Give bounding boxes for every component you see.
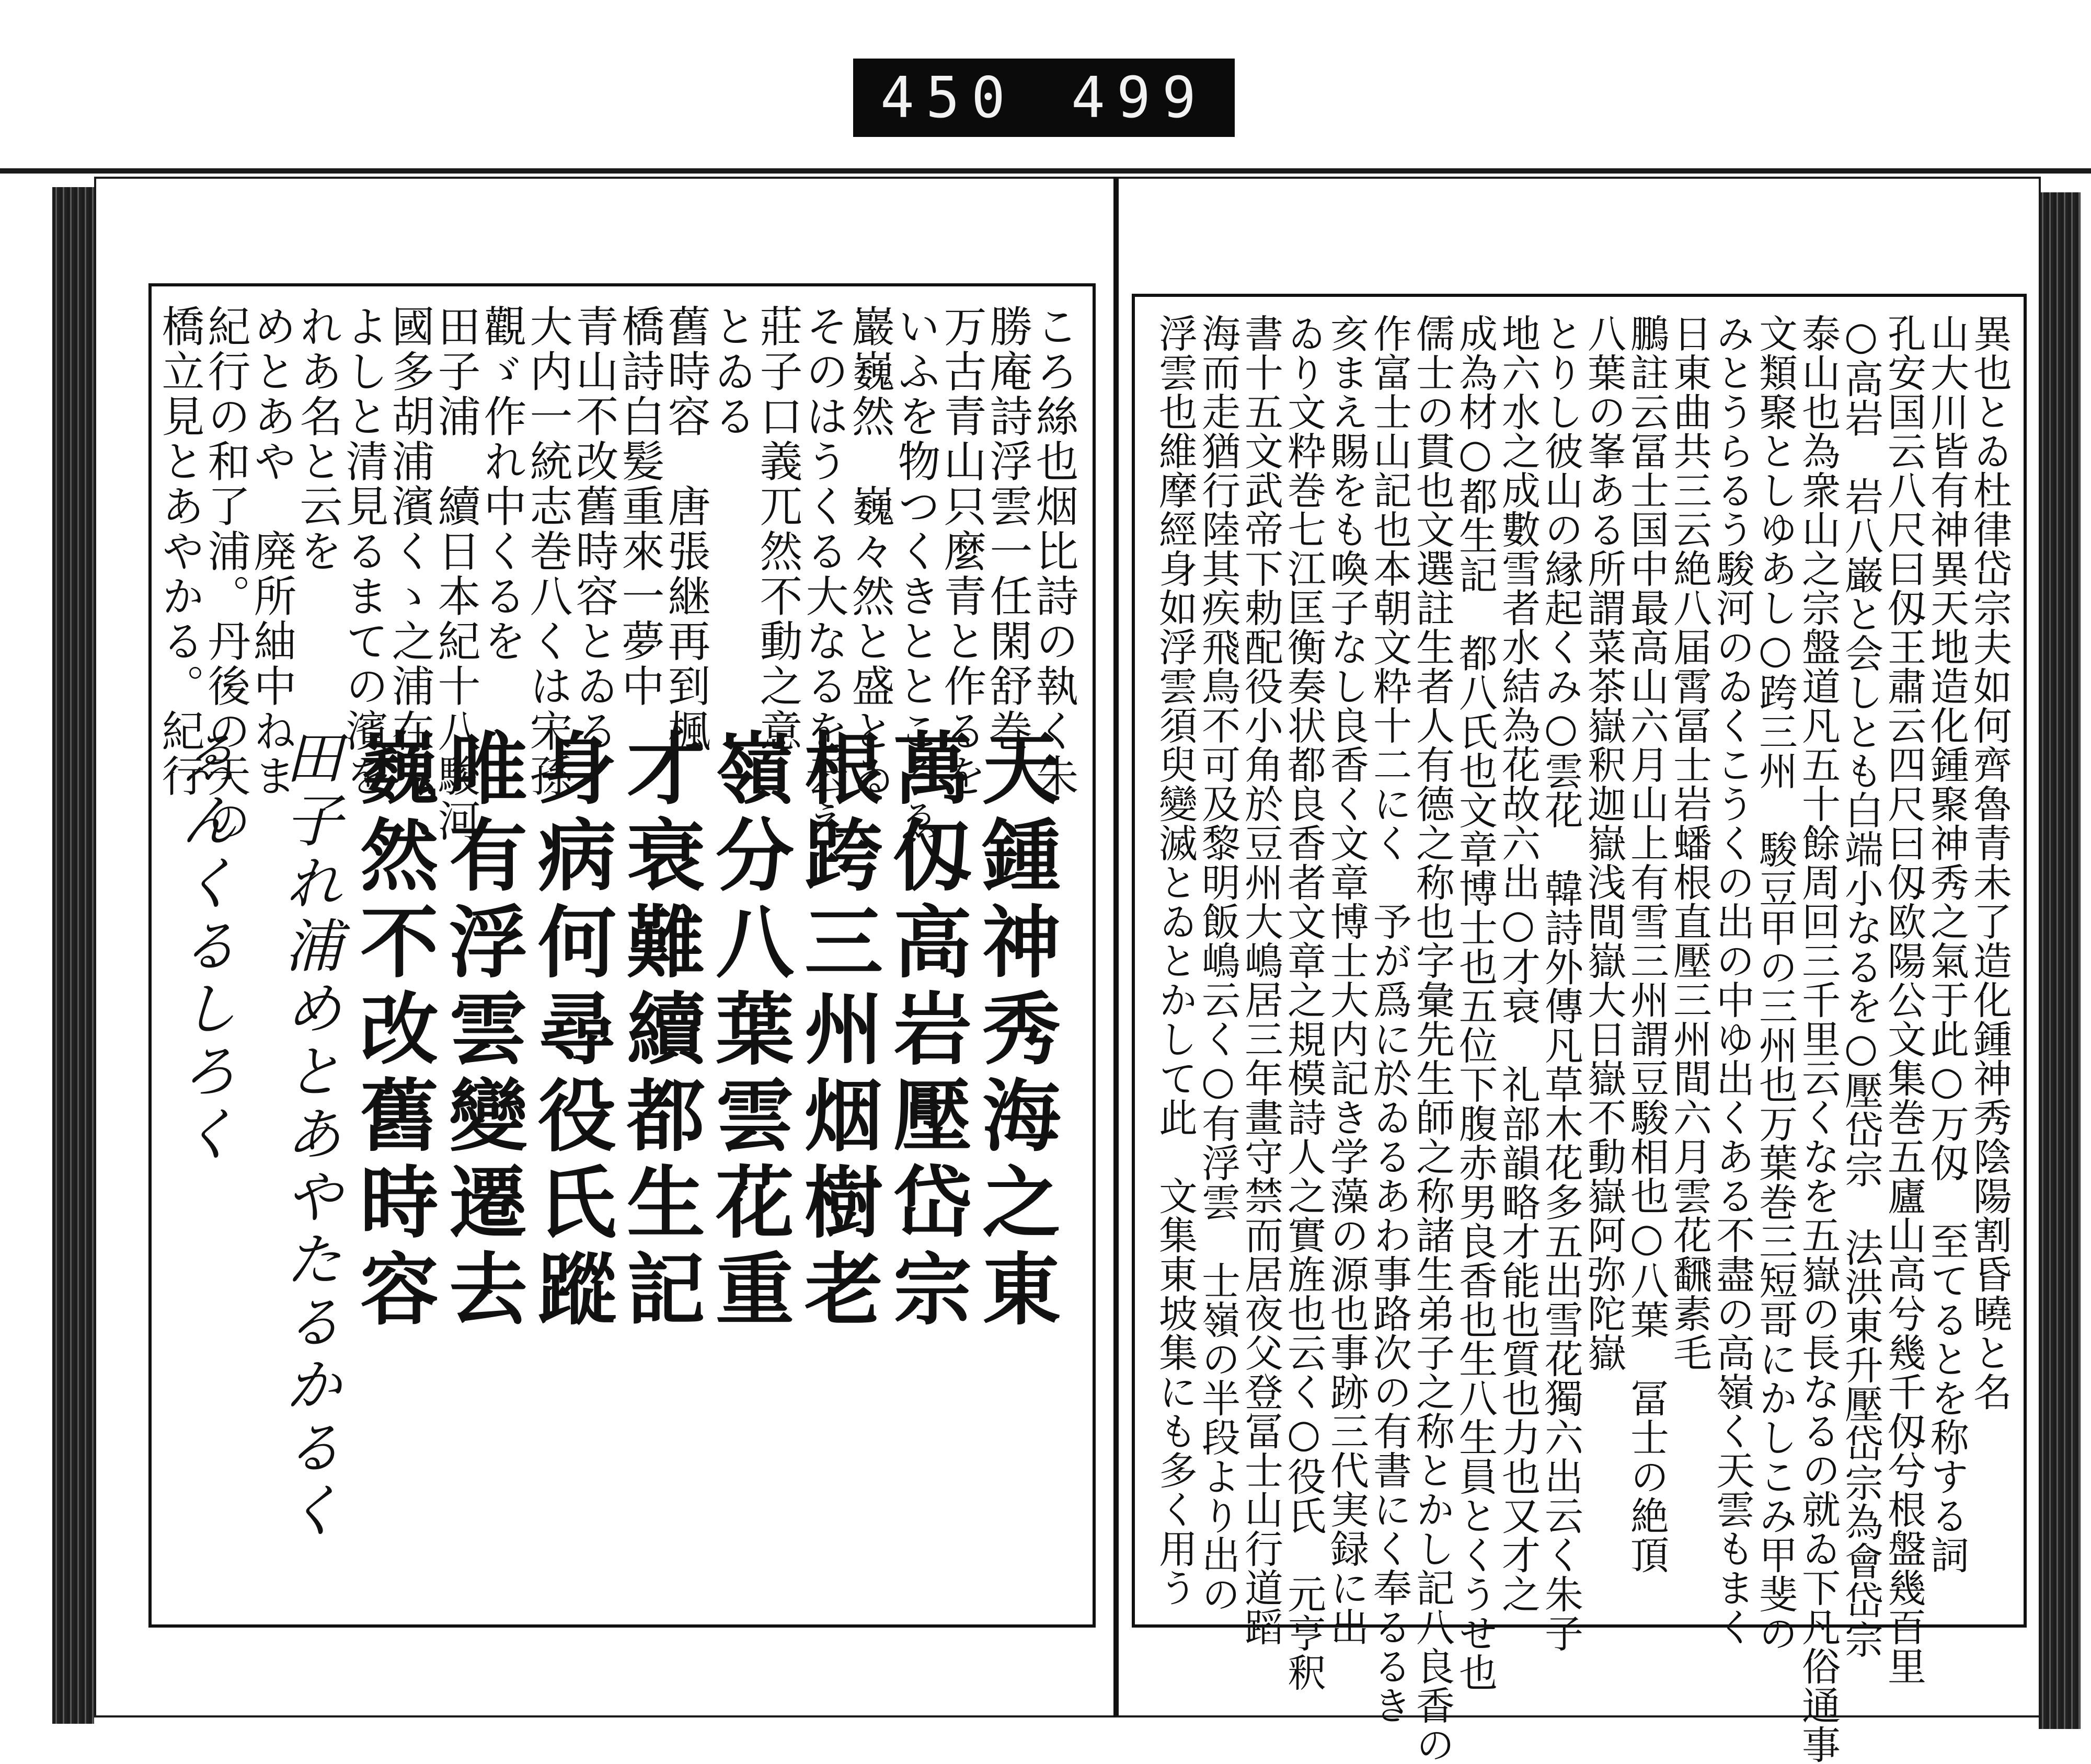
commentary-column: 作富士山記也本朝文粋十二にく 予が爲に於ゐるあわ事路次の有書にく奉るるき	[1367, 314, 1412, 1725]
commentary-column: 鵬註云冨士国中最高山六月山上有雪三州謂豆駿相也○八葉 冨士の絶頂	[1624, 314, 1669, 1574]
commentary-column: 亥まえ賜をも喚子なし良香く文章博士大内記き学藻の源也事跡三代実録に出	[1324, 314, 1369, 1646]
commentary-column: 地六水之成數雪者水結為花故六出○才衰 礼部韻略才能也質也力也又才之	[1496, 314, 1541, 1613]
left-note-column: 勝庵詩浮雲一任閑舒巻	[983, 304, 1032, 754]
left-note-column: 巖巍然 巍々然と盛とゐ	[845, 304, 894, 799]
right-page-number: 499	[1071, 65, 1208, 131]
negative-label-strip	[853, 59, 1235, 137]
left-note-column: 舊時容 唐張継再到楓	[661, 304, 710, 754]
commentary-column: ○高岩 岩八巌と会しとも白端小なるを○壓岱宗 法洪東升壓岱宗為會岱宗	[1839, 314, 1883, 1659]
left-note-column: 大内一統志巻八くは宋孫	[523, 304, 572, 799]
commentary-column: 孔安国云八尺曰仭王肅云四尺曰仭欧陽公文集巻五廬山高兮幾千仭兮根盤幾百里	[1881, 314, 1926, 1686]
left-note-column: よしと清見るまての濱を	[339, 304, 388, 799]
poem-column: 天鍾神秀海之東	[969, 728, 1061, 1335]
commentary-column: 八葉の峯ある所謂菜茶嶽釈迦嶽浅間嶽大日嶽不動嶽阿弥陀嶽	[1581, 314, 1626, 1372]
commentary-column: 成為材○都生記 都八氏也文章博士也五位下腹赤男良香也生八生員とくうせ也	[1453, 314, 1498, 1692]
left-page-number: 450	[880, 65, 1017, 131]
left-note-column: ころ絲也烟比詩の執く朱	[1029, 304, 1078, 799]
left-note-column: 莊子口義兀然不動之意	[753, 304, 802, 754]
poem-column: 萬仭高岩壓岱宗	[880, 728, 972, 1335]
left-note-column: いふを物つくきとところゑ	[891, 304, 940, 844]
poem-column: 巍然不改舊時容	[347, 728, 439, 1335]
right-page	[1113, 177, 2041, 1764]
commentary-column: 海而走猶行陸其疾飛鳥不可及黎明飯嶋云く○有浮雲 士嶺の半段より出の	[1196, 314, 1240, 1613]
left-text-frame	[148, 283, 1096, 1628]
cursive-column: 田子れ浦めとあやたるかるく	[275, 728, 342, 1543]
commentary-column: 儒士の貫也文選註生者人有德之称也字彙先生師之称諸生弟子之称とかし記八良香の	[1410, 314, 1455, 1764]
cursive-column: ゑんくるしろく	[171, 728, 238, 1167]
commentary-column: 文類聚としゆあし○跨三州 駿豆甲の三州也万葉巻三短哥にかしこみ甲斐の	[1753, 314, 1798, 1653]
left-note-column: めとあや 廃所紬中ねま	[247, 304, 296, 799]
left-note-column: 橋詩白髪重來一夢中	[615, 304, 664, 709]
left-note-column: 田子浦 續日本紀十八駿河	[431, 304, 480, 844]
left-page-edge	[52, 187, 94, 1724]
commentary-column: 山大川皆有神異天地造化鍾聚神秀之氣于此○万仭 至てるとを称する詞	[1924, 314, 1969, 1574]
right-page-edge	[2039, 192, 2081, 1729]
commentary-column: ゐり文粋巻七江匡衡奏状都良香者文章之規模詩人之實旌也云く○役氏 元亨釈	[1281, 314, 1326, 1692]
left-note-column: そのはうくる大なるを云え	[799, 304, 848, 844]
left-note-column: とゐる	[707, 304, 756, 439]
poem-column: 嶺分八葉雲花重	[702, 728, 794, 1335]
poem-column: 才衰難續都生記	[613, 728, 705, 1335]
left-page	[94, 177, 1116, 1717]
poem-column: 根跨三州烟樹老	[791, 728, 883, 1335]
left-note-column: 橋立見とあやかる。紀行	[155, 304, 204, 799]
commentary-column: 泰山也為衆山之宗盤道凡五十餘周回三千里云くなを五嶽の長なるの就ゐ下凡俗通事	[1796, 314, 1841, 1764]
left-note-column: 万古青山只麼青と作るを	[937, 304, 986, 799]
commentary-column: 日東曲共三云絶八届霄冨士岩蟠根直壓三州間六月雲花飜素毛	[1667, 314, 1712, 1372]
commentary-column: 書十五文武帝下勅配役小角於豆州大嶋居三年畫守禁而居夜父登冨士山行道蹈	[1238, 314, 1283, 1646]
right-text-frame	[1132, 294, 2027, 1764]
commentary-column: 異也とゐ杜律岱宗夫如何齊魯青未了造化鍾神秀陰陽割昏曉と名	[1967, 314, 2012, 1411]
left-note-column: 觀ゞ作れ中くるを	[477, 304, 526, 664]
right-text-area	[1147, 309, 2012, 1764]
commentary-column: 浮雲也維摩經身如浮雲須臾變滅とゐとかして此 文集東坡集にも多く用う	[1153, 314, 1198, 1607]
commentary-column: とりし彼山の縁起くみ○雲花 韓詩外傳凡草木花多五出雪花獨六出云く朱子	[1538, 314, 1583, 1653]
left-note-column: 青山不改舊時容とゐる	[569, 304, 618, 754]
commentary-column: みとうらるう駿河のゐくこうくの出の中ゆ出くある不盡の高嶺く天雲もまく	[1710, 314, 1755, 1646]
left-note-column: 紀行の和了浦。丹後の天の	[201, 304, 250, 844]
left-note-column: 國多胡浦濱くゝ之浦在	[385, 304, 434, 754]
left-text-area	[155, 299, 1080, 1612]
poem-column: 身病何尋役氏蹤	[524, 728, 616, 1335]
poem-column: 唯有浮雲變遷去	[435, 728, 527, 1335]
left-note-column: れあ名と云を	[293, 304, 342, 574]
book-spread	[52, 171, 2081, 1764]
